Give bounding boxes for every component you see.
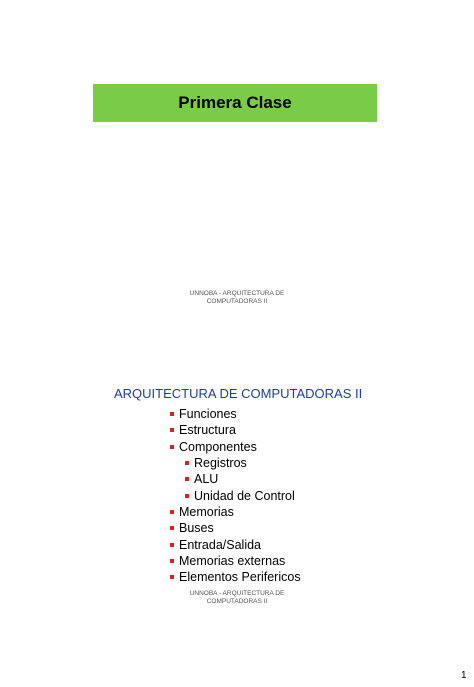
square-bullet-icon <box>185 477 189 481</box>
bullet-label: Entrada/Salida <box>179 537 262 552</box>
square-bullet-icon <box>170 445 174 449</box>
bullet-item <box>170 536 301 552</box>
square-bullet-icon <box>170 543 174 547</box>
square-bullet-icon <box>170 575 174 579</box>
bullet-label: Componentes <box>179 439 257 454</box>
slide-footer <box>137 590 337 606</box>
slide-title: Primera Clase <box>178 93 292 112</box>
bullet-label: Memorias <box>179 504 234 519</box>
square-bullet-icon <box>170 412 174 416</box>
slide-title-box <box>93 84 377 122</box>
square-bullet-icon <box>170 526 174 530</box>
bullet-label: Funciones <box>179 407 237 422</box>
bullet-item <box>170 520 301 536</box>
bullet-item <box>170 422 301 438</box>
bullet-list <box>170 406 301 585</box>
square-bullet-icon <box>170 510 174 514</box>
square-bullet-icon <box>185 461 189 465</box>
footer-line: UNNOBA - ARQUITECTURA DE <box>189 590 285 597</box>
bullet-label: Elementos Perifericos <box>179 570 301 585</box>
slide-footer <box>137 290 337 306</box>
footer-line: UNNOBA - ARQUITECTURA DE <box>189 290 285 297</box>
bullet-label: Registros <box>194 456 247 471</box>
bullet-item <box>170 439 301 455</box>
footer-line: COMPUTADORAS II <box>206 598 268 605</box>
slide-heading: ARQUITECTURA DE COMPUTADORAS II <box>114 386 363 401</box>
bullet-item <box>170 553 301 569</box>
square-bullet-icon <box>170 559 174 563</box>
bullet-label: Estructura <box>179 423 236 438</box>
sub-bullet-item <box>170 487 301 503</box>
bullet-label: Unidad de Control <box>194 488 295 503</box>
square-bullet-icon <box>185 494 189 498</box>
square-bullet-icon <box>170 428 174 432</box>
sub-bullet-item <box>170 455 301 471</box>
footer-line: COMPUTADORAS II <box>206 298 268 305</box>
sub-bullet-item <box>170 471 301 487</box>
bullet-label: Memorias externas <box>179 553 286 568</box>
bullet-item <box>170 569 301 585</box>
bullet-label: Buses <box>179 521 214 536</box>
page-number: 1 <box>461 670 467 681</box>
bullet-item <box>170 406 301 422</box>
bullet-label: ALU <box>194 472 219 487</box>
bullet-item <box>170 504 301 520</box>
